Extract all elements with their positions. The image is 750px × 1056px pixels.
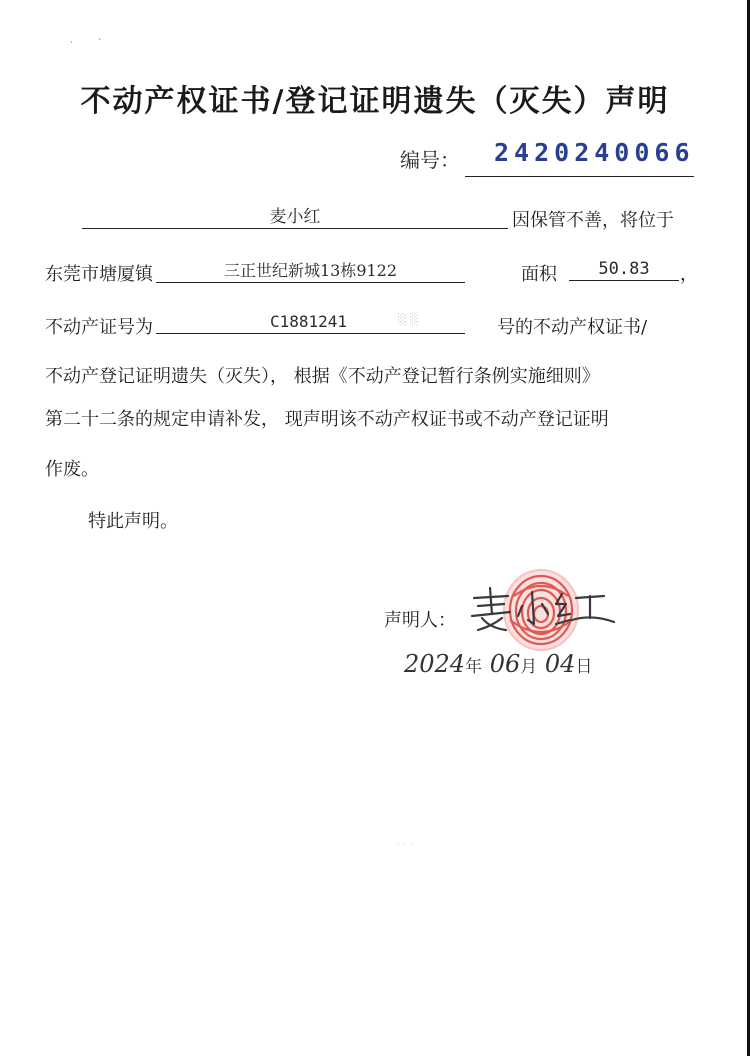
cert-number-suffix: 号的不动产权证书/ [497,317,648,338]
date-day: 04 [544,650,576,678]
cert-number-prefix: 不动产证号为 [45,317,153,338]
document-title: 不动产权证书/登记证明遗失（灭失）声明 [80,84,670,119]
date-month: 06 [489,650,521,678]
location-field: 三正世纪新城13栋9122 [156,260,465,283]
serial-number-value: 2420240066 [494,138,695,167]
signer-label: 声明人： [384,610,456,631]
serial-number-label: 编号： [400,148,460,172]
signature-date [404,650,592,678]
handwritten-signature [468,584,618,634]
scan-specks: · ˋ [70,38,102,47]
line1-suffix: 因保管不善，将位于 [512,210,674,231]
cert-number-field: C1881241 [156,311,465,334]
location-prefix: 东莞市塘厦镇 [45,264,153,285]
body-line-5: 第二十二条的规定申请补发， 现声明该不动产权证书或不动产登记证明 [45,409,609,430]
area-field: 50.83 [569,258,679,281]
area-label: 面积 [521,264,557,285]
date-year: 2024 [404,650,466,678]
date-day-unit: 日 [575,657,593,677]
body-line-4: 不动产登记证明遗失（灭失）， 根据《不动产登记暂行条例实施细则》 [45,366,600,387]
closing-statement: 特此声明。 [88,511,178,532]
declarant-name-field: 麦小红 [82,206,508,229]
date-year-unit: 年 [465,657,483,677]
date-month-unit: 月 [520,657,538,677]
serial-underline [465,176,694,177]
area-comma: ， [680,264,698,285]
faint-mark: ░ ░ [398,313,419,326]
faint-scan-mark: · · · [396,838,414,851]
body-line-6: 作废。 [45,459,99,480]
